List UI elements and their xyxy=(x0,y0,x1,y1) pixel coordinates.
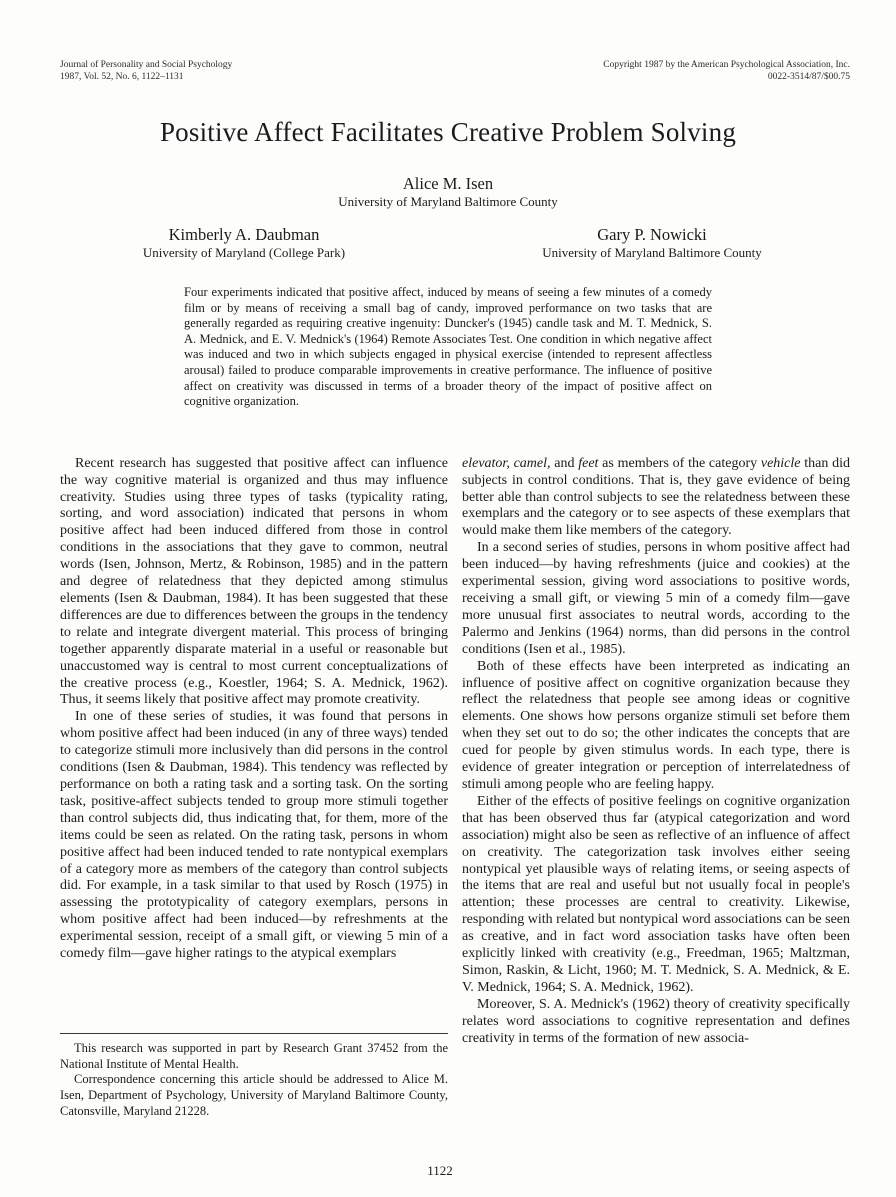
paragraph: Recent research has suggested that positive affect can influence the way cognitive material is organized and thus may influence creativity. Studies using three types of tasks (typicality rating, sorting, and word association) indicated that persons in whom positive affect had been induced differed from those in control conditions in the associations that they gave to common, neutral words (Isen, Johnson, Mertz, & Robinson, 1985) and in the pattern and degree of relatedness that they depicted among stimulus elements (Isen & Daubman, 1984). It has been suggested that these differences are due to differences between the groups in the tendency to relate and integrate divergent material. This process of bringing together apparently disparate material in a useful or reasonable but unaccustomed way is central to most current conceptualizations of the creative process (e.g., Koestler, 1964; S. A. Mednick, 1962). Thus, it seems likely that positive affect may promote creativity. xyxy=(60,455,448,708)
abstract: Four experiments indicated that positive affect, induced by means of seeing a few minutes of a comedy film or by means of receiving a small bag of candy, improved performance on two tasks that are generally regarded as requiring creative ingenuity: Duncker's (1945) candle task and M. T. Mednick, S. A. Mednick, and E. V. Mednick's (1964) Remote Associates Test. One condition in which negative affect was induced and two in which subjects engaged in physical exercise (intended to represent affectless arousal) failed to produce comparable improvements in creative performance. The influence of positive affect on creativity was discussed in terms of a broader theory of the impact of positive affect on cognitive organization. xyxy=(184,285,712,409)
right-column-text xyxy=(462,456,850,1048)
author-row xyxy=(0,225,896,261)
author-affiliation: University of Maryland Baltimore County xyxy=(542,245,762,260)
paragraph: In a second series of studies, persons in whom positive affect had been induced—by having refreshments (juice and cookies) at the experimental session, giving word associations to positive words, receiving a small gift, or viewing 5 min of a comedy film—gave more unusual first associates to neutral words, according to the Palermo and Jenkins (1964) norms, than did persons in the control conditions (Isen et al., 1985). xyxy=(462,540,850,657)
author-name: Kimberly A. Daubman xyxy=(168,225,320,244)
paragraph: Correspondence concerning this article should be addressed to Alice M. Isen, Department of Psychology, University of Maryland Baltimore County, Catonsville, Maryland 21228. xyxy=(60,1072,448,1118)
author-name: Alice M. Isen xyxy=(402,174,494,193)
body-column-right xyxy=(462,456,850,1142)
paragraph: In one of these series of studies, it was found that persons in whom positive affect had been induced (in any of three ways) tended to categorize stimuli more inclusively than did persons in the control conditions (Isen & Daubman, 1984). This tendency was reflected by performance on both a rating task and a sorting task. On the sorting task, positive-affect subjects tended to group more stimuli together than control subjects did, thus indicating that, for them, more of the items could be seen as related. On the rating task, persons in whom positive affect had been induced tended to rate nontypical exemplars of a category more as members of the category than control subjects did. For example, in a task similar to that used by Rosch (1975) in assessing the prototypicality of category exemplars, persons in whom positive affect had been induced—by refreshments at the experimental session, receipt of a small gift, or viewing 5 min of a comedy film—gave higher ratings to the atypical exemplars xyxy=(60,709,448,962)
footnote-block xyxy=(60,1033,448,1142)
paragraph: Either of the effects of positive feelings on cognitive organization that has been observed thus far (atypical categorization and word association) might also be seen as reflective of an influence of affect on creativity. The categorization task involves either seeing nontypical yet plausible ways of relating items, or seeing aspects of the items that are real and useful but not usually focal in people's attention; these processes are central to creativity. Likewise, responding with related but nontypical word associations can be seen as creative, and in fact word association tasks have often been explicitly linked with creativity (e.g., Freedman, 1965; Maltzman, Simon, Raskin, & Licht, 1960; M. T. Mednick, S. A. Mednick, & E. V. Mednick, 1964; S. A. Mednick, 1962). xyxy=(462,793,850,995)
masthead-left xyxy=(60,60,232,83)
masthead xyxy=(0,0,896,83)
article-title: Positive Affect Facilitates Creative Problem Solving xyxy=(159,117,737,147)
author-secondary-right xyxy=(448,225,856,261)
author-secondary-left xyxy=(40,225,448,261)
body-column-left xyxy=(60,456,448,1142)
author-name: Gary P. Nowicki xyxy=(597,225,707,244)
masthead-right xyxy=(603,60,850,83)
paragraph: Moreover, S. A. Mednick's (1962) theory of creativity specifically relates word associations to cognitive representation and defines creativity in terms of the formation of new associa- xyxy=(462,996,850,1046)
footnote-rule xyxy=(60,1033,448,1034)
left-column-text xyxy=(60,456,448,963)
author-affiliation: University of Maryland (College Park) xyxy=(142,245,346,260)
issn-fee-line: 0022-3514/87/$00.75 xyxy=(767,71,850,82)
journal-issue: 1987, Vol. 52, No. 6, 1122–1131 xyxy=(60,71,184,82)
body-columns xyxy=(0,456,896,1142)
journal-name: Journal of Personality and Social Psychology xyxy=(60,60,233,70)
page-number: 1122 xyxy=(427,1163,453,1178)
author-primary xyxy=(0,174,896,210)
footnote-text xyxy=(60,1041,448,1120)
paragraph: elevator, camel, and feet as members of the category vehicle than did subjects in control conditions. That is, they gave evidence of being better able than control subjects to see the relatedness between these exemplars and the category or to see aspects of these exemplars that would make them like members of the category. xyxy=(462,455,850,539)
paragraph: This research was supported in part by Research Grant 37452 from the National Institute of Mental Health. xyxy=(60,1040,448,1071)
copyright-line: Copyright 1987 by the American Psychological Association, Inc. xyxy=(603,60,850,70)
author-affiliation: University of Maryland Baltimore County xyxy=(338,194,558,209)
paragraph: Both of these effects have been interpreted as indicating an influence of positive affect on cognitive organization because they reflect the relatedness that people see among ideas or cognitive elements. One shows how persons organize stimuli set before them when they set out to do so; the other indicates the concepts that are cued for people by given stimulus words. In each type, there is evidence of greater integration or perception of interrelatedness of stimuli among people who are feeling happy. xyxy=(462,658,850,792)
